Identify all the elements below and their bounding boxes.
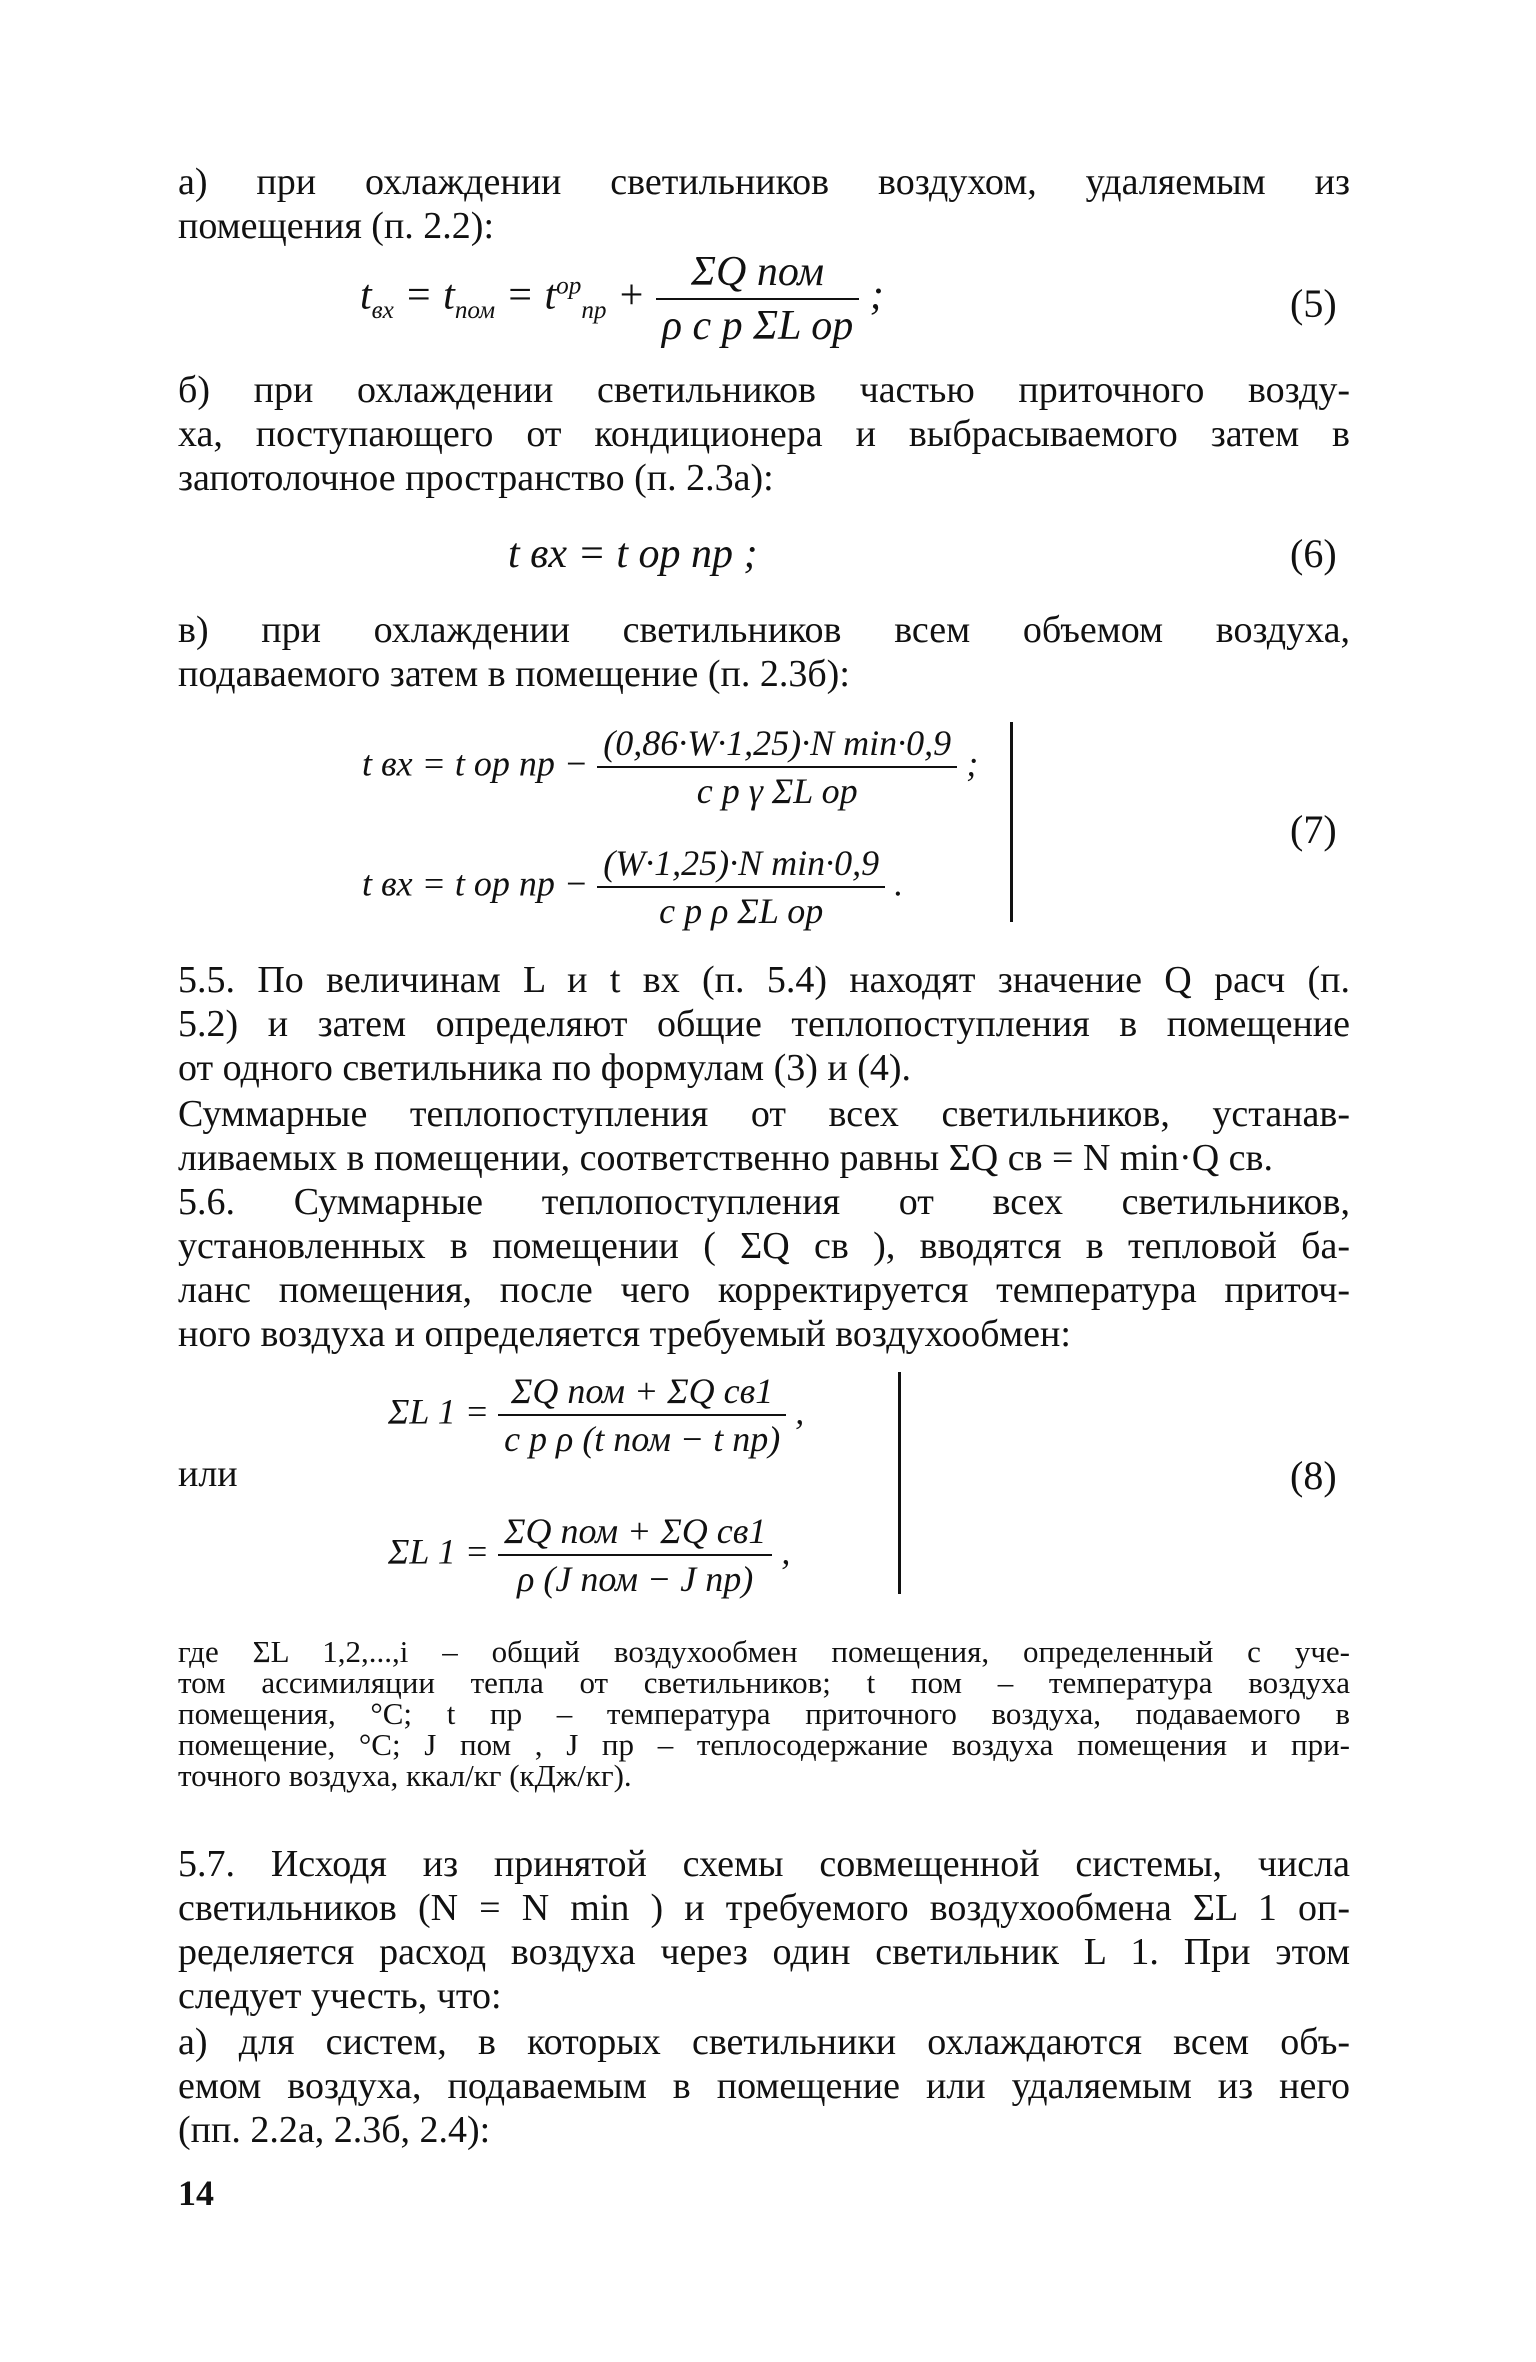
text-line: ределяется расход воздуха через один светильник L 1. При этом [178, 1931, 1350, 1973]
text-line: помещения, °С; t пр – температура приточного воздуха, подаваемого в [178, 1696, 1350, 1731]
paragraph-5-6 [178, 1180, 1350, 1356]
equation-7-line-2 [362, 842, 903, 932]
text-line: светильников (N = N min ) и требуемого воздухообмена ΣL 1 оп- [178, 1887, 1350, 1929]
text-line: 5.2) и затем определяют общие теплопоступления в помещение [178, 1003, 1350, 1045]
eq8-line1-fraction [498, 1370, 786, 1460]
paragraph-5-5 [178, 958, 1350, 1090]
text-line: (пп. 2.2а, 2.3б, 2.4): [178, 2109, 491, 2151]
eq8-line1-numerator: ΣQ пом + ΣQ св1 [498, 1370, 786, 1416]
text-line: установленных в помещении ( ΣQ св ), вводятся в тепловой ба- [178, 1225, 1350, 1267]
text-line: ланс помещения, после чего корректируется температура приточ- [178, 1269, 1350, 1311]
eq7-line1-fraction [597, 722, 957, 812]
text-line: в) при охлаждении светильников всем объемом воздуха, [178, 609, 1350, 651]
text-line: Суммарные теплопоступления от всех светильников, устанав- [178, 1093, 1350, 1135]
eq5-lhs-sub: вх [371, 297, 394, 325]
text-line: том ассимиляции тепла от светильников; t пом – температура воздуха [178, 1665, 1350, 1700]
text-line: точного воздуха, ккал/кг (кДж/кг). [178, 1758, 632, 1793]
eq7-line2-numerator: (W·1,25)·N min·0,9 [597, 842, 885, 888]
eq5-eq2-sub: пр [581, 297, 607, 325]
eq5-end: ; [869, 272, 884, 319]
paragraph-5-7 [178, 1842, 1350, 2018]
equation-8-brace [880, 1372, 901, 1594]
text-line: помещения (п. 2.2): [178, 205, 495, 247]
eq8-line1-end: , [795, 1391, 805, 1432]
text-line: а) при охлаждении светильников воздухом, удаляемым из [178, 161, 1350, 203]
page-number: 14 [178, 2173, 214, 2213]
text-line: следует учесть, что: [178, 1975, 502, 2017]
equation-8-line-1 [388, 1370, 804, 1460]
eq7-line2-lhs: t вх = t ор пр − [362, 863, 589, 904]
text-line: запотолочное пространство (п. 2.3а): [178, 457, 774, 499]
eq5-eq1: = t [404, 272, 455, 319]
where-block [178, 1636, 1350, 1791]
eq8-line2-lhs: ΣL 1 = [388, 1531, 490, 1572]
equation-6: t вх = t ор пр ; [508, 531, 758, 577]
equation-number-7: (7) [1290, 807, 1337, 852]
eq7-line1-end: ; [966, 743, 979, 784]
eq8-line2-numerator: ΣQ пом + ΣQ св1 [498, 1510, 772, 1556]
text-line: а) для систем, в которых светильники охлаждаются всем объ- [178, 2021, 1350, 2063]
eq7-line1-lhs: t вх = t ор пр − [362, 743, 589, 784]
paragraph-a [178, 160, 1350, 248]
equation-number-6: (6) [1290, 531, 1337, 576]
text-line: подаваемого затем в помещение (п. 2.3б): [178, 653, 850, 695]
text-line: б) при охлаждении светильников частью приточного возду- [178, 369, 1350, 411]
text-line: помещение, °С; J пом , J пр – теплосодержание воздуха помещения и при- [178, 1727, 1350, 1762]
eq5-lhs: t [360, 272, 372, 319]
text-line: 5.6. Суммарные теплопоступления от всех светильников, [178, 1181, 1350, 1223]
eq5-eq2: = t [505, 272, 557, 319]
eq8-line1-denominator: c p ρ (t пом − t пр) [504, 1419, 781, 1459]
equation-5 [360, 248, 884, 350]
paragraph-sum [178, 1092, 1350, 1180]
text-line: ного воздуха и определяется требуемый воздухообмен: [178, 1313, 1071, 1355]
text-line: 5.5. По величинам L и t вх (п. 5.4) находят значение Q расч (п. [178, 959, 1350, 1001]
text-line: где ΣL 1,2,...,i – общий воздухообмен помещения, определенный с уче- [178, 1634, 1350, 1669]
equation-7-line-1 [362, 722, 978, 812]
eq7-line1-denominator: c p γ ΣL ор [696, 771, 858, 811]
text-line: 5.7. Исходя из принятой схемы совмещенной системы, числа [178, 1843, 1350, 1885]
paragraph-v [178, 608, 1350, 696]
text-line: ливаемых в помещении, соответственно равны ΣQ св = N min·Q св. [178, 1137, 1273, 1179]
eq5-eq2-sup: ор [556, 272, 582, 300]
eq7-line2-end: . [894, 863, 904, 904]
text-line: ха, поступающего от кондиционера и выбрасываемого затем в [178, 413, 1350, 455]
equation-number-5: (5) [1290, 281, 1337, 326]
eq5-numerator: ΣQ пом [656, 248, 859, 300]
eq5-fraction [656, 248, 859, 350]
eq5-denominator: ρ c p ΣL ор [661, 303, 854, 349]
eq8-line1-lhs: ΣL 1 = [388, 1391, 490, 1432]
eq7-line2-denominator: c p ρ ΣL ор [659, 891, 824, 931]
text-line: от одного светильника по формулам (3) и (4). [178, 1047, 912, 1089]
eq7-line1-numerator: (0,86·W·1,25)·N min·0,9 [597, 722, 957, 768]
equation-7-brace [992, 722, 1013, 922]
paragraph-5-7-a [178, 2020, 1350, 2152]
eq8-line2-denominator: ρ (J пом − J пр) [517, 1559, 754, 1599]
equation-8-ili: или [178, 1453, 238, 1495]
eq5-eq1-sub: пом [454, 297, 496, 325]
eq8-line2-end: , [781, 1531, 791, 1572]
paragraph-b [178, 368, 1350, 500]
eq8-line2-fraction [498, 1510, 772, 1600]
eq7-line2-fraction [597, 842, 885, 932]
equation-8-line-2 [388, 1510, 790, 1600]
text-line: емом воздуха, подаваемым в помещение или удаляемым из него [178, 2065, 1350, 2107]
eq5-plus: + [617, 272, 646, 319]
equation-number-8: (8) [1290, 1453, 1337, 1498]
